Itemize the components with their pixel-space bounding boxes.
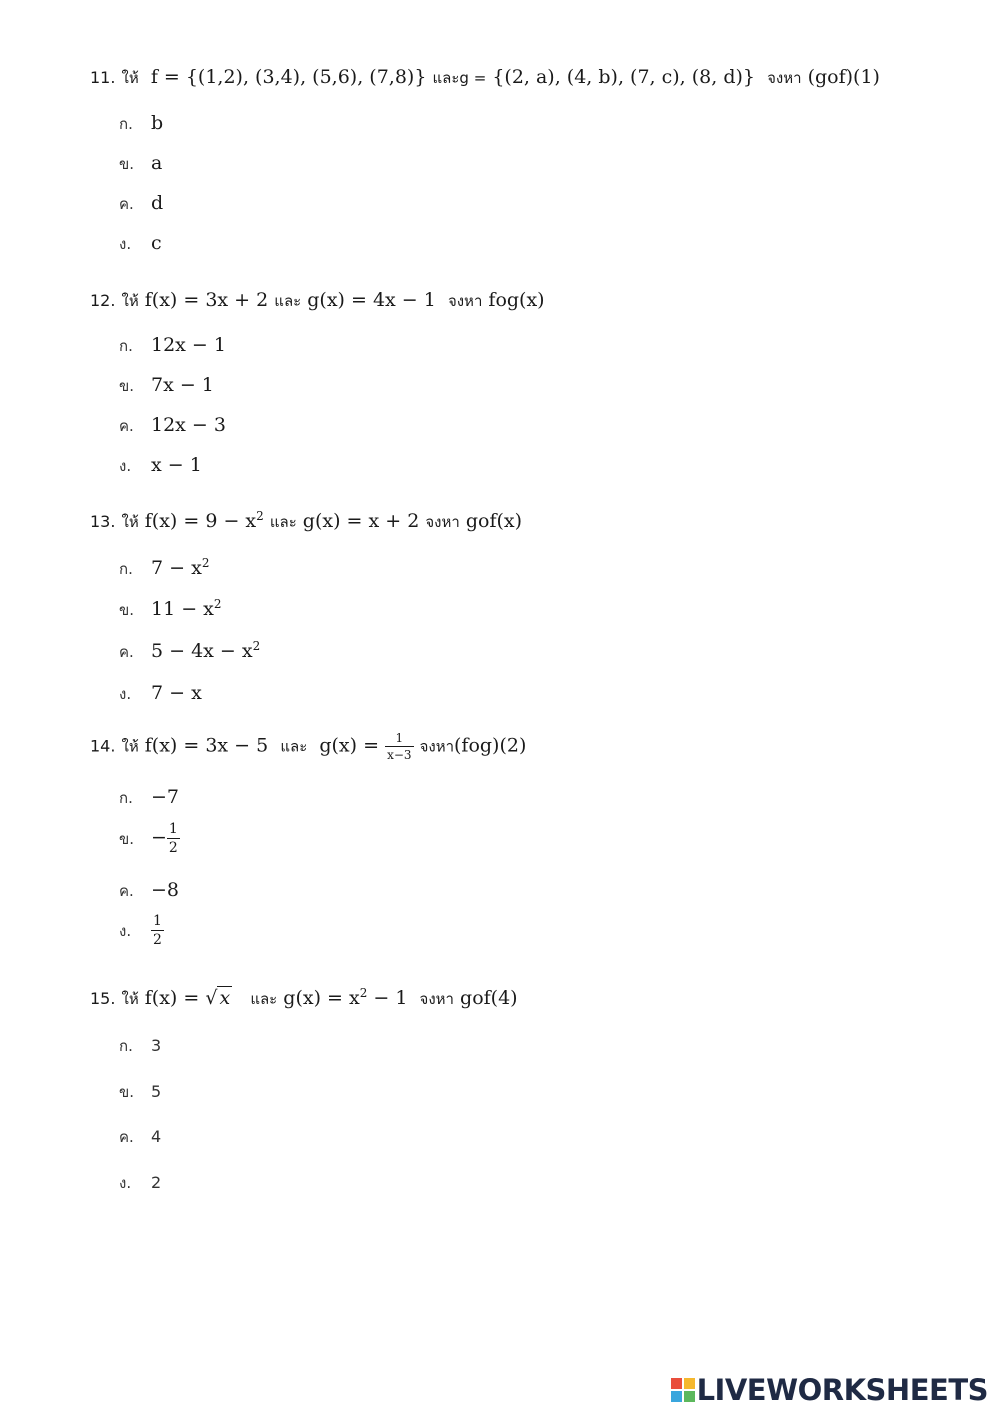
option-label: ข. [119,829,135,848]
option-text: $7 - x^2$ [151,556,210,579]
question-15-option-c[interactable] [119,1125,161,1149]
prompt-tail: จงหา [767,69,802,87]
option-label: ข. [119,601,135,619]
option-text: −7 [151,786,180,808]
question-13-option-c[interactable] [119,640,260,664]
option-text: x − 1 [151,454,202,476]
option-label: ข. [119,377,135,395]
question-12-option-b[interactable] [119,374,214,398]
prompt-mid: และ [250,990,278,1008]
prompt-lead: ให้ [121,513,139,531]
target-expression: gof(4) [460,987,518,1009]
question-12-option-d[interactable] [119,454,202,478]
brand-name: LIVEWORKSHEETS [696,1373,988,1407]
option-label: ข. [119,1083,135,1101]
function-g: g(x) = [319,734,380,757]
option-text: 5 [151,1082,162,1101]
set-g: {(2, a), (4, b), (7, c), (8, d)} [492,66,755,88]
question-14-option-d[interactable] [119,914,164,947]
option-text: $5 - 4x - x^2$ [151,639,261,662]
option-text: a [151,152,163,174]
question-15-option-b[interactable] [119,1080,161,1104]
logo-square [684,1391,695,1402]
fraction: $\frac{1}{2}$ [153,913,162,948]
target-expression: gof(x) [465,510,523,532]
question-11-option-c[interactable] [119,192,163,216]
question-14-option-c[interactable] [119,879,179,903]
prompt-tail: จงหา [425,513,460,531]
option-text: 7 − x [151,682,202,704]
fraction: $\frac{1}{x-3}$ [387,731,412,762]
question-14-option-b[interactable] [119,822,180,855]
option-label: ค. [119,195,134,213]
option-sign: − [151,826,167,849]
prompt-tail: จงหา [419,737,455,756]
prompt-mid: และ [274,292,302,310]
fraction: $\frac{1}{2}$ [168,821,178,856]
logo-square [684,1378,695,1389]
logo-square [671,1378,682,1389]
function-f: f(x) = 3x − 5 [144,734,269,757]
prompt-mid: และg = [432,69,487,87]
set-f: f = {(1,2), (3,4), (5,6), (7,8)} [150,66,427,88]
target-expression: (fog)(2) [454,734,527,757]
prompt-mid: และ [269,513,297,531]
option-text: 12x − 3 [151,414,226,436]
prompt-lead: ให้ [121,737,139,756]
option-label: ก. [119,560,133,578]
option-text: $11 - x^2$ [151,597,222,620]
option-label: ง. [119,921,132,940]
question-11-prompt [90,66,880,90]
option-label: ค. [119,1128,134,1146]
option-text: 7x − 1 [151,374,214,396]
function-g: g(x) = 4x − 1 [307,289,436,311]
logo-square [671,1391,682,1402]
question-14-option-a[interactable] [119,786,179,810]
prompt-tail: จงหา [447,292,483,310]
option-label: ง. [119,457,132,475]
question-13-prompt [90,510,522,534]
function-g: g(x) = x + 2 [302,510,420,532]
question-12-option-a[interactable] [119,334,226,358]
option-label: ง. [119,235,132,253]
function-g: $g(x) = x^2 - 1$ [283,986,408,1009]
option-text: c [151,232,162,254]
question-11-option-a[interactable] [119,112,163,136]
option-label: ก. [119,789,133,807]
square-root: √ x [205,987,231,1009]
question-13-option-b[interactable] [119,598,222,622]
question-13-option-a[interactable] [119,557,209,581]
question-15-prompt [90,987,518,1011]
option-label: ก. [119,1037,133,1055]
function-f: f(x) = 3x + 2 [144,289,269,311]
option-label: ค. [119,882,134,900]
prompt-lead: ให้ [121,990,139,1008]
question-number: 15. [90,989,116,1008]
question-11-option-b[interactable] [119,152,162,176]
option-text: b [151,112,164,134]
option-label: ค. [119,643,134,661]
target-expression: (gof)(1) [807,66,880,88]
prompt-lead: ให้ [121,69,139,87]
question-11-option-d[interactable] [119,232,162,256]
question-number: 11. [90,68,116,87]
question-15-option-d[interactable] [119,1171,161,1195]
question-13-option-d[interactable] [119,682,202,706]
option-label: ง. [119,685,132,703]
option-text: −8 [151,879,180,901]
question-12-option-c[interactable] [119,414,226,438]
option-text: 12x − 1 [151,334,226,356]
prompt-mid: และ [280,737,308,756]
prompt-tail: จงหา [419,990,454,1008]
question-12-prompt [90,289,545,313]
question-14-prompt [90,732,526,761]
liveworksheets-logo-icon [671,1378,695,1402]
prompt-lead: ให้ [121,292,139,310]
option-label: ข. [119,155,135,173]
question-number: 13. [90,512,116,531]
question-number: 14. [90,736,116,756]
liveworksheets-brand [671,1374,988,1406]
function-f: $f(x) = 9 - x^2$ [144,509,264,532]
option-text: 3 [151,1036,162,1055]
target-expression: fog(x) [488,289,545,311]
option-label: ค. [119,417,134,435]
question-15-option-a[interactable] [119,1034,161,1058]
option-label: ก. [119,115,133,133]
option-text: 2 [151,1173,162,1192]
question-number: 12. [90,291,116,310]
option-label: ง. [119,1174,132,1192]
option-text: d [151,192,164,214]
option-text: 4 [151,1127,162,1146]
option-label: ก. [119,337,133,355]
function-f: f(x) = [144,987,200,1009]
